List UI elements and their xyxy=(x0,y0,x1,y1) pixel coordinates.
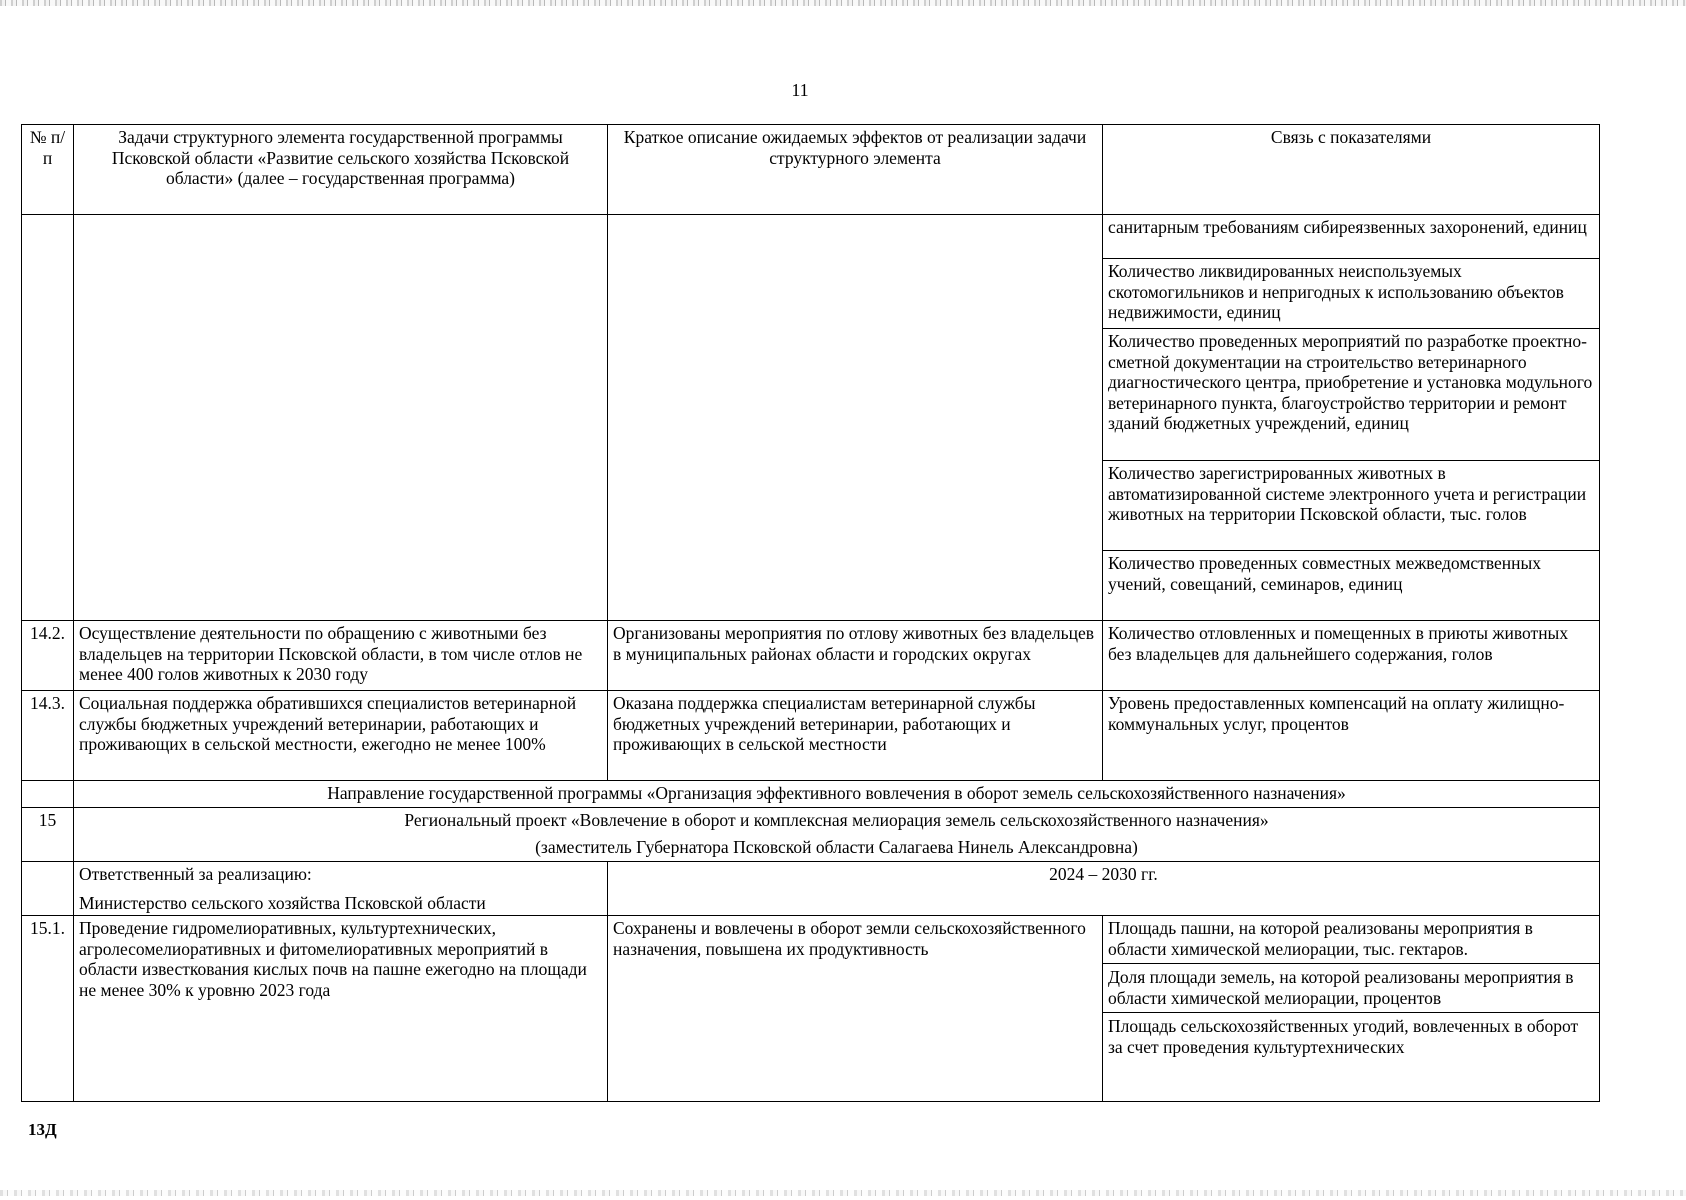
scan-edge-top xyxy=(0,0,1686,6)
table-row-14-3 xyxy=(22,691,1600,781)
period-cell: 2024 – 2030 гг. xyxy=(608,862,1600,916)
indicator-cell: Количество проведенных мероприятий по разработке проектно-сметной документации на строительство ветеринарного диагностического центра, приобретение и установка модульного ветеринарного пункта, благоустройство территории и ремонт зданий бюджетных учреждений, единиц xyxy=(1103,329,1600,461)
task-cell: Осуществление деятельности по обращению с животными без владельцев на территории Псковской области, в том числе отлов не менее 400 голов животных к 2030 году xyxy=(74,621,608,691)
project-curator: (заместитель Губернатора Псковской области Салагаева Нинель Александровна) xyxy=(535,836,1138,857)
table-row-14-2 xyxy=(22,621,1600,691)
empty-number-cell xyxy=(22,862,74,916)
page-number: 11 xyxy=(791,80,809,100)
responsible-value: Министерство сельского хозяйства Псковской области xyxy=(79,892,486,913)
row-number: 15.1. xyxy=(22,916,74,1102)
empty-number-cell xyxy=(22,215,74,621)
responsible-cell xyxy=(74,862,608,916)
indicator-item: Доля площади земель, на которой реализованы мероприятия в области химической мелиорации, процентов xyxy=(1103,963,1599,1008)
empty-number-cell xyxy=(22,781,74,808)
scan-edge-bottom xyxy=(0,1190,1686,1196)
table-row-15-1 xyxy=(22,916,1600,1102)
header-effects: Краткое описание ожидаемых эффектов от реализации задачи структурного элемента xyxy=(608,125,1103,215)
task-cell: Проведение гидромелиоративных, культуртехнических, агролесомелиоративных и фитомелиоративных мероприятий в области известкования кислых почв на пашне ежегодно на площади не менее 30% к уровню 2023 года xyxy=(74,916,608,1102)
direction-title: Направление государственной программы «Организация эффективного вовлечения в оборот земель сельскохозяйственного назначения» xyxy=(74,781,1600,808)
indicator-cell: Количество ликвидированных неиспользуемых скотомогильников и непригодных к использованию объектов недвижимости, единиц xyxy=(1103,259,1600,329)
indicator-cell: Количество проведенных совместных межведомственных учений, совещаний, семинаров, единиц xyxy=(1103,551,1600,621)
indicator-item: Площадь пашни, на которой реализованы мероприятия в области химической мелиорации, тыс. гектаров. xyxy=(1108,918,1533,959)
row-number: 14.3. xyxy=(22,691,74,781)
table-row xyxy=(22,215,1600,259)
project-cell xyxy=(74,808,1600,862)
row-number: 15 xyxy=(22,808,74,862)
task-cell: Социальная поддержка обратившихся специалистов ветеринарной службы бюджетных учреждений ветеринарии, работающих и проживающих в сельской местности, ежегодно не менее 100% xyxy=(74,691,608,781)
project-row xyxy=(22,808,1600,862)
indicator-cell: Уровень предоставленных компенсаций на оплату жилищно-коммунальных услуг, процентов xyxy=(1103,691,1600,781)
project-title: Региональный проект «Вовлечение в оборот и комплексная мелиорация земель сельскохозяйственного назначения» xyxy=(404,810,1269,830)
row-number: 14.2. xyxy=(22,621,74,691)
table-header-row xyxy=(22,125,1600,215)
empty-effect-cell xyxy=(608,215,1103,621)
direction-row xyxy=(22,781,1600,808)
responsible-row xyxy=(22,862,1600,916)
indicator-cell xyxy=(1103,916,1600,1102)
header-indicators: Связь с показателями xyxy=(1103,125,1600,215)
indicator-cell: Количество отловленных и помещенных в приюты животных без владельцев для дальнейшего содержания, голов xyxy=(1103,621,1600,691)
program-table xyxy=(21,124,1600,1102)
indicator-cell: санитарным требованиям сибиреязвенных захоронений, единиц xyxy=(1103,215,1600,259)
header-tasks: Задачи структурного элемента государственной программы Псковской области «Развитие сельского хозяйства Псковской области» (далее – государственная программа) xyxy=(74,125,608,215)
header-number: № п/п xyxy=(22,125,74,215)
responsible-label: Ответственный за реализацию: xyxy=(79,864,312,884)
effect-cell: Сохранены и вовлечены в оборот земли сельскохозяйственного назначения, повышена их продуктивность xyxy=(608,916,1103,1102)
effect-cell: Оказана поддержка специалистам ветеринарной службы бюджетных учреждений ветеринарии, работающих и проживающих в сельской местности xyxy=(608,691,1103,781)
empty-task-cell xyxy=(74,215,608,621)
indicator-item: Площадь сельскохозяйственных угодий, вовлеченных в оборот за счет проведения культуртехнических xyxy=(1103,1012,1599,1057)
effect-cell: Организованы мероприятия по отлову животных без владельцев в муниципальных районах области и городских округах xyxy=(608,621,1103,691)
footer-code: 13Д xyxy=(28,1120,57,1139)
indicator-cell: Количество зарегистрированных животных в автоматизированной системе электронного учета и регистрации животных на территории Псковской области, тыс. голов xyxy=(1103,461,1600,551)
